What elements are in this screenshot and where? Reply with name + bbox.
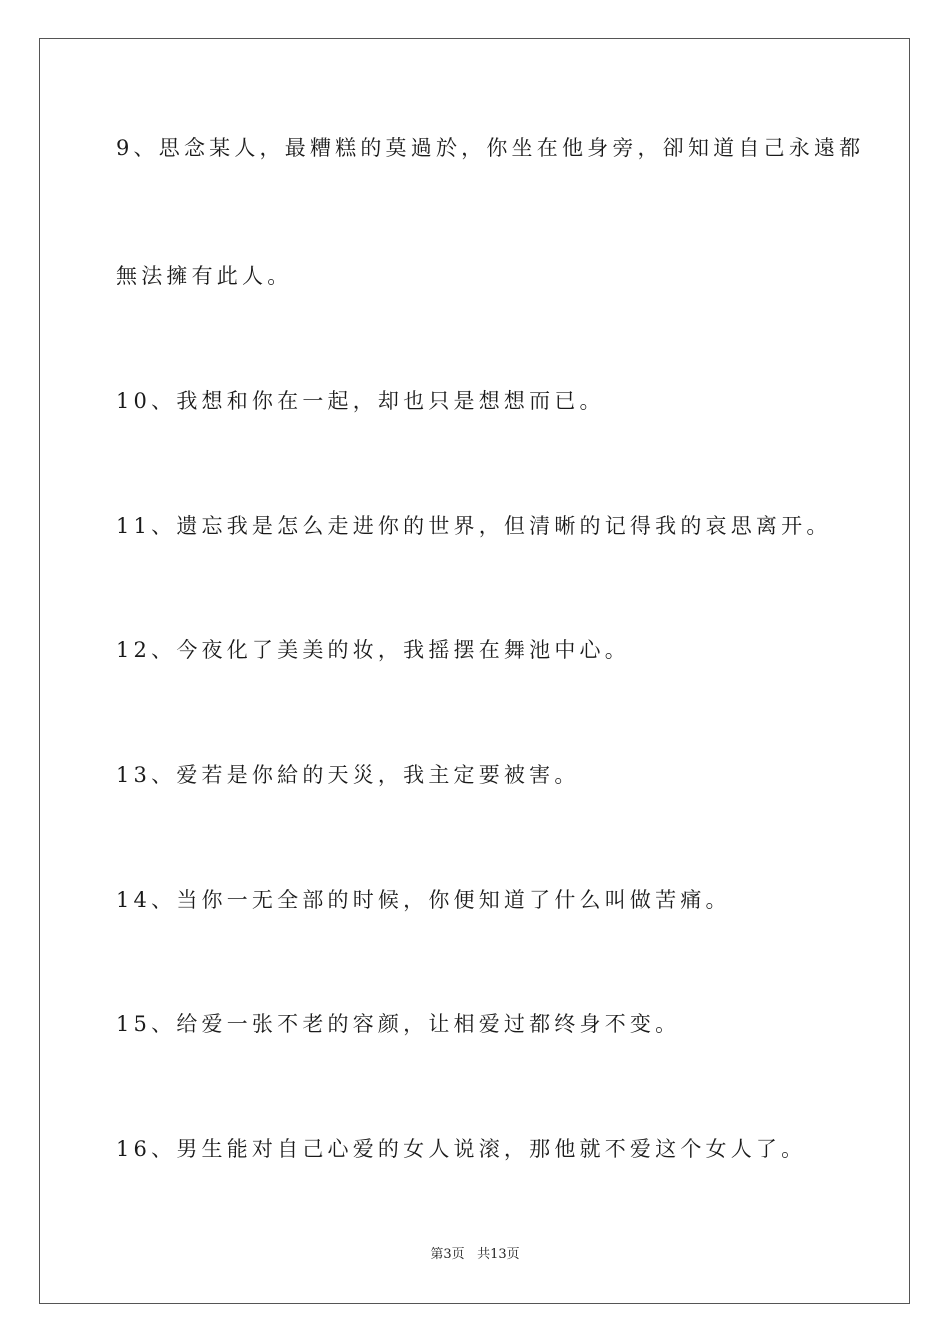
page-border bbox=[39, 38, 910, 1304]
text-line-10: 10、我想和你在一起，却也只是想想而已。 bbox=[116, 389, 605, 413]
text-line-9a: 9、思念某人，最糟糕的莫過於，你坐在他身旁，卻知道自己永遠都 bbox=[116, 136, 865, 160]
text-line-9b: 無法擁有此人。 bbox=[116, 264, 293, 288]
text-line-11: 11、遗忘我是怎么走进你的世界，但清晰的记得我的哀思离开。 bbox=[116, 514, 832, 538]
text-line-12: 12、今夜化了美美的妆，我摇摆在舞池中心。 bbox=[116, 638, 630, 662]
page-number: 第3页 bbox=[430, 1247, 465, 1262]
text-line-14: 14、当你一无全部的时候，你便知道了什么叫做苦痛。 bbox=[116, 888, 731, 912]
page-total: 共13页 bbox=[477, 1247, 520, 1262]
text-line-13: 13、爱若是你給的天災，我主定要被害。 bbox=[116, 763, 580, 787]
page-footer bbox=[0, 1243, 950, 1262]
text-line-16: 16、男生能对自己心爱的女人说滚，那他就不爱这个女人了。 bbox=[116, 1137, 807, 1161]
text-line-15: 15、给爱一张不老的容颜，让相爱过都终身不变。 bbox=[116, 1012, 681, 1036]
